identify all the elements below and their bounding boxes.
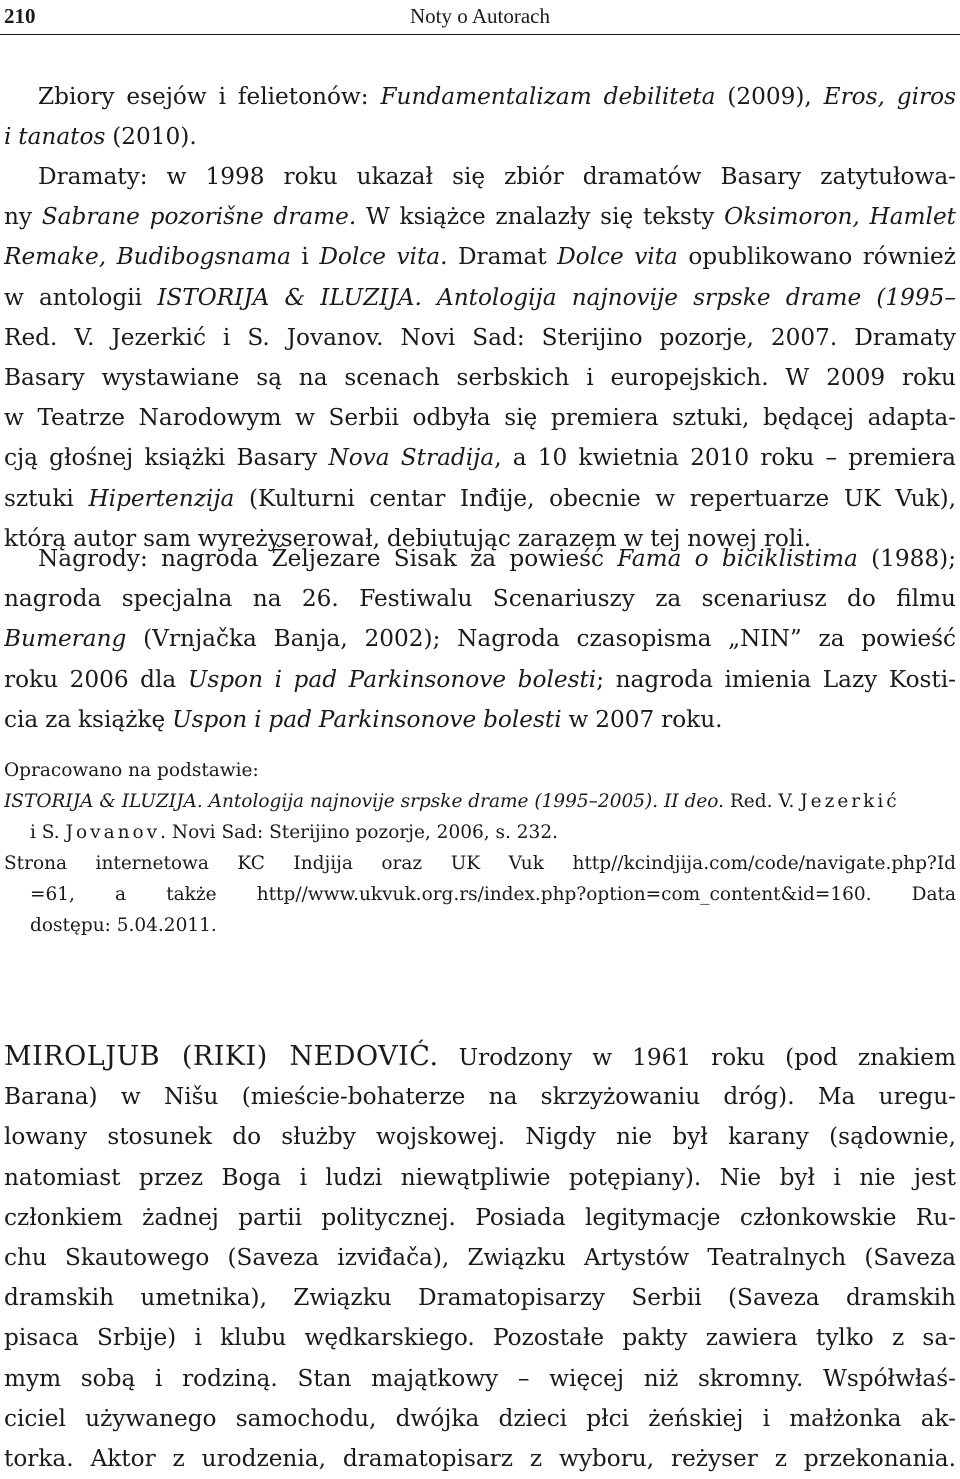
text-line: w antologii ISTORIJA & ILUZIJA. Antologija najnovije srpske drame (1995– bbox=[4, 283, 956, 311]
text-line: którą autor sam wyreżyserował, debiutując zarazem w tej nowej roli. bbox=[4, 524, 812, 552]
text-line: Zbiory esejów i felietonów: Fundamentalizam debiliteta (2009), Eros, giros bbox=[38, 83, 956, 110]
text-line: roku 2006 dla Uspon i pad Parkinsonove bolesti; nagroda imienia Lazy Kosti- bbox=[4, 665, 956, 693]
dramas-paragraph bbox=[4, 157, 956, 559]
text-line: nagroda specjalna na 26. Festiwalu Scenariuszy za scenariusz do filmu bbox=[4, 585, 956, 613]
sources-block bbox=[4, 755, 956, 941]
sources-heading: Opracowano na podstawie: bbox=[4, 760, 259, 781]
text-line: ciciel używanego samochodu, dwójka dzieci płci żeńskiej i małżonka ak- bbox=[4, 1404, 956, 1432]
text-line: pisaca Srbije) i klubu wędkarskiego. Pozostałe pakty zawiera tylko z sa- bbox=[4, 1324, 956, 1352]
text-line: natomiast przez Boga i ludzi niewątpliwie potępiany). Nie był i nie jest bbox=[4, 1163, 956, 1191]
text-line: Barana) w Nišu (mieście-bohaterze na skrzyżowaniu dróg). Ma uregu- bbox=[4, 1083, 956, 1111]
awards-paragraph bbox=[4, 539, 956, 740]
author-entry-nedovic bbox=[4, 1037, 956, 1479]
text-line: Basary wystawiane są na scenach serbskich i europejskich. W 2009 roku bbox=[4, 363, 956, 391]
text-line: cia za książkę Uspon i pad Parkinsonove bolesti w 2007 roku. bbox=[4, 705, 723, 733]
text-line: mym sobą i rodziną. Stan majątkowy – więcej niż skromny. Współwłaś- bbox=[4, 1364, 956, 1392]
text-line: i tanatos (2010). bbox=[4, 123, 197, 151]
running-header bbox=[0, 0, 960, 35]
text-line: w Teatrze Narodowym w Serbii odbyła się premiera sztuki, będącej adapta- bbox=[4, 404, 956, 432]
source-line: i S. Jovanov. Novi Sad: Sterijino pozorje, 2006, s. 232. bbox=[30, 822, 558, 843]
source-line: =61, a także http//www.ukvuk.org.rs/index.php?option=com_content&id=160. Data bbox=[30, 884, 956, 905]
text-line: torka. Aktor z urodzenia, dramatopisarz z wyboru, reżyser z przekonania. bbox=[4, 1444, 956, 1472]
text-line: sztuki Hipertenzija (Kulturni centar Inđije, obecnie w repertuarze UK Vuk), bbox=[4, 484, 956, 512]
text-line: cją głośnej książki Basary Nova Stradija, a 10 kwietnia 2010 roku – premiera bbox=[4, 444, 956, 472]
text-line: członkiem żadnej partii politycznej. Posiada legitymacje członkowskie Ru- bbox=[4, 1203, 956, 1231]
text-line: Dramaty: w 1998 roku ukazał się zbiór dramatów Basary zatytułowa- bbox=[38, 163, 956, 190]
text-line: chu Skautowego (Saveza izviđača), Związku Artystów Teatralnych (Saveza bbox=[4, 1243, 956, 1271]
source-line: dostępu: 5.04.2011. bbox=[30, 915, 217, 936]
text-line: Red. V. Jezerkić i S. Jovanov. Novi Sad: Sterijino pozorje, 2007. Dramaty bbox=[4, 323, 956, 351]
text-line: ny Sabrane pozorišne drame. W książce znalazły się teksty Oksimoron, Hamlet bbox=[4, 203, 956, 231]
source-line: Strona internetowa KC Indjija oraz UK Vuk http//kcindjija.com/code/navigate.php?Id bbox=[4, 853, 956, 874]
author-name: MIROLJUB (RIKI) NEDOVIĆ. bbox=[4, 1041, 439, 1072]
essays-paragraph bbox=[4, 77, 956, 157]
text-line: MIROLJUB (RIKI) NEDOVIĆ. Urodzony w 1961 roku (pod znakiem bbox=[4, 1041, 956, 1072]
text-line: lowany stosunek do służby wojskowej. Nigdy nie był karany (sądownie, bbox=[4, 1123, 956, 1151]
source-line: ISTORIJA & ILUZIJA. Antologija najnovije srpske drame (1995–2005). II deo. Red. V. Jezerkić bbox=[4, 791, 900, 812]
text-line: Nagrody: nagroda Željezare Sisak za powieść Fama o biciklistima (1988); bbox=[38, 545, 956, 572]
page-number: 210 bbox=[4, 4, 36, 28]
text-line: dramskih umetnika), Związku Dramatopisarzy Serbii (Saveza dramskih bbox=[4, 1284, 956, 1312]
text-line: Bumerang (Vrnjačka Banja, 2002); Nagroda czasopisma „NIN” za powieść bbox=[4, 625, 956, 653]
text-line: Remake, Budibogsnama i Dolce vita. Dramat Dolce vita opublikowano również bbox=[4, 243, 956, 271]
running-title: Noty o Autorach bbox=[410, 4, 550, 28]
